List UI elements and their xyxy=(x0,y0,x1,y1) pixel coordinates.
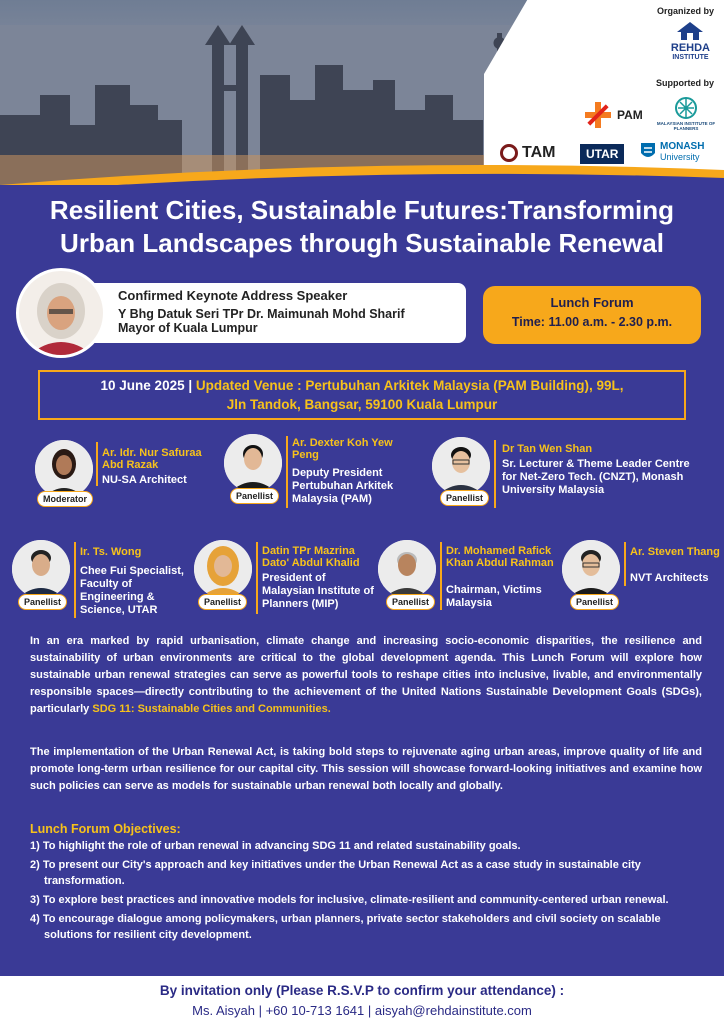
keynote-speaker-name: Y Bhg Datuk Seri TPr Dr. Maimunah Mohd Sharif xyxy=(118,307,405,321)
speaker-photo xyxy=(12,540,70,598)
monash-logo: MONASH University xyxy=(640,142,704,162)
lunch-forum-time: Time: 11.00 a.m. - 2.30 p.m. xyxy=(511,315,673,329)
speaker-photo xyxy=(224,434,282,492)
utar-logo: UTAR xyxy=(580,144,624,164)
speaker-photo xyxy=(35,440,93,498)
list-item: 3) To explore best practices and innovative models for inclusive, climate-resilient and community-centered urban renewal. xyxy=(30,894,669,906)
keynote-card xyxy=(80,283,466,343)
role-badge: Panellist xyxy=(386,594,435,610)
keynote-label: Confirmed Keynote Address Speaker xyxy=(118,288,348,303)
mip-logo: MALAYSIAN INSTITUTE OF PLANNERS xyxy=(656,96,716,131)
speaker-photo xyxy=(194,540,252,598)
role-badge: Panellist xyxy=(570,594,619,610)
rsvp-footer xyxy=(0,976,724,1024)
divider-line xyxy=(494,440,496,508)
list-item: 1) To highlight the role of urban renewal in advancing SDG 11 and related sustainability goals. xyxy=(30,840,521,852)
organized-by-label: Organized by xyxy=(656,6,714,16)
venue-line-2: Jln Tandok, Bangsar, 59100 Kuala Lumpur xyxy=(226,397,498,412)
objectives-title: Lunch Forum Objectives: xyxy=(30,822,181,836)
divider-line xyxy=(286,436,288,508)
speaker-photo xyxy=(562,540,620,598)
divider-line xyxy=(256,542,258,614)
role-badge: Moderator xyxy=(37,491,93,507)
rehda-logo: REHDA INSTITUTE xyxy=(671,20,710,61)
objectives-list xyxy=(30,838,710,946)
speaker-role: Chee Fui Specialist, Faculty of Engineering & Science, UTAR xyxy=(80,565,184,616)
supported-by-label: Supported by xyxy=(656,78,714,88)
house-icon xyxy=(675,20,705,42)
list-item: 2) To present our City's approach and key initiatives under the Urban Renewal Act as a case study in sustainable city transformation. xyxy=(30,859,641,887)
urban-renewal-paragraph: The implementation of the Urban Renewal Act, is taking bold steps to rejuvenate aging urban areas, improve quality of life and promote long-term urban resilience for our capital city. This session will showcase forward-looking initiatives and examine how such policies can serve as models for sustainable urban renewal both locally and globally. xyxy=(30,746,702,792)
role-badge: Panellist xyxy=(198,594,247,610)
role-badge: Panellist xyxy=(18,594,67,610)
divider-line xyxy=(624,542,626,586)
venue-line-1: Updated Venue : Pertubuhan Arkitek Malaysia (PAM Building), 99L, xyxy=(195,378,624,393)
speaker-name: Ar. Dexter Koh Yew Peng xyxy=(292,437,393,461)
speaker-name: Ir. Ts. Wong xyxy=(80,546,142,558)
intro-text: In an era marked by rapid urbanisation, climate change and increasing socio-economic disparities, the resilience and sustainability of urban environments are critical to the global development agenda. This Lunch Forum will explore how sustainable urban renewal strategies can serve as powerful tools to reshape cities into inclusive, livable, and environmentally responsible spaces—directly contributing to the achievement of the United Nations Sustainable Development Goals (SDGs), particularly xyxy=(30,635,702,715)
title-line-2: Urban Landscapes through Sustainable Renewal xyxy=(60,228,664,258)
lunch-forum-title: Lunch Forum xyxy=(550,295,634,310)
tam-logo: TAM xyxy=(500,144,555,162)
speaker-photo xyxy=(432,437,490,495)
venue-box xyxy=(38,370,686,420)
mip-emblem-icon xyxy=(673,96,699,120)
pam-star-icon xyxy=(583,100,613,130)
intro-paragraph xyxy=(30,633,702,718)
speaker-photo xyxy=(378,540,436,598)
event-date: 10 June 2025 | xyxy=(100,378,193,393)
speaker-name: Ar. Idr. Nur Safuraa Abd Razak xyxy=(102,447,202,471)
speaker-role: Deputy President Pertubuhan Arkitek Malaysia (PAM) xyxy=(292,467,394,505)
keynote-speaker-title: Mayor of Kuala Lumpur xyxy=(118,321,258,335)
speaker-role: President of Malaysian Institute of Planners (MIP) xyxy=(262,572,374,610)
list-item: 4) To encourage dialogue among policymakers, urban planners, private sector stakeholders and civil society on scalable solutions for resilient city development. xyxy=(30,913,661,941)
role-badge: Panellist xyxy=(440,490,489,506)
speaker-name: Dr. Mohamed Rafick Khan Abdul Rahman xyxy=(446,545,554,569)
role-badge: Panellist xyxy=(230,488,279,504)
speaker-name: Ar. Steven Thang xyxy=(630,546,720,558)
speaker-name: Dr Tan Wen Shan xyxy=(502,443,593,455)
sdg-highlight: SDG 11: Sustainable Cities and Communities. xyxy=(92,703,331,715)
keynote-speaker-photo xyxy=(16,268,106,358)
divider-line xyxy=(440,542,442,610)
monash-shield-icon xyxy=(640,142,656,162)
lunch-forum-box xyxy=(483,286,701,344)
pam-logo: PAM xyxy=(583,100,643,130)
divider-line xyxy=(74,542,76,618)
title-line-1: Resilient Cities, Sustainable Futures:Transforming xyxy=(49,195,675,225)
divider-line xyxy=(96,442,98,486)
rsvp-invitation: By invitation only (Please R.S.V.P to confirm your attendance) : xyxy=(159,983,565,998)
rsvp-contact[interactable]: Ms. Aisyah | +60 10-713 1641 | aisyah@rehdainstitute.com xyxy=(192,1003,532,1018)
speaker-role: Sr. Lecturer & Theme Leader Centre for Net-Zero Tech. (CNZT), Monash University Malaysia xyxy=(502,458,690,496)
event-title xyxy=(0,194,724,260)
speaker-role: NVT Architects xyxy=(630,572,709,584)
speaker-role: Chairman, Victims Malaysia xyxy=(446,584,542,609)
header-banner xyxy=(0,0,724,185)
speaker-name: Datin TPr Mazrina Dato' Abdul Khalid xyxy=(262,545,360,569)
speaker-role: NU-SA Architect xyxy=(102,474,187,486)
tam-emblem-icon xyxy=(500,144,518,162)
